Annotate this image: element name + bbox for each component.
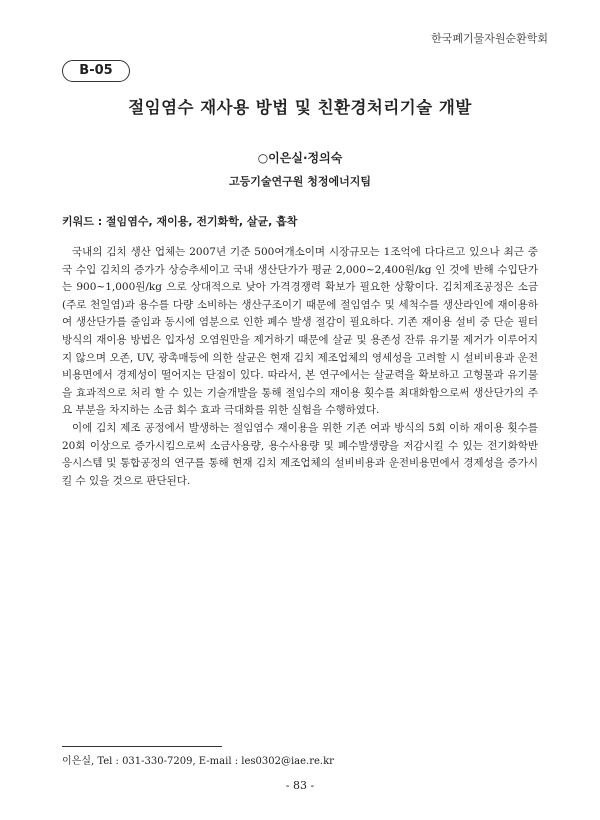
keywords: 키워드 : 절임염수, 재이용, 전기화학, 살균, 흡착: [62, 215, 298, 228]
footnote-contact: 이은실, Tel : 031-330-7209, E-mail : les0302@iae.re.kr: [62, 756, 334, 767]
society-header: 한국폐기물자원순환학회: [431, 32, 548, 45]
authors: ○이은실·정의숙: [257, 151, 343, 165]
page-number: - 83 -: [285, 779, 315, 792]
footnote-divider: [62, 746, 222, 747]
paper-code-badge: B-05: [62, 60, 130, 82]
paragraph-1: 국내의 김치 생산 업체는 2007년 기준 500여개소이며 시장규모는 1조억에 다다르고 있으나 최근 중국 수입 김치의 증가가 상승추세이고 국내 생산단가가 평균 2,000~2,400원/kg 인 것에 반해 수입단가는 900~1,000원/kg 으로 상대적으로 낮아 가격경쟁력 확보가 필요한 상황이다. 김치제조공정은 소금(주로 천일염)과 용수를 다량 소비하는 생산구조이기 때문에 절임염수 및 세척수를 생산라인에 재이용하여 생산단가를 줄임과 동시에 염분으로 인한 폐수 발생 절감이 필요하다. 기존 재이용 설비 중 단순 필터 방식의 재이용 방법은 입자성 오염원만을 제거하기 때문에 살균 및 용존성 잔류 유기물 제거가 이루어지지 않으며 오존, UV, 광촉매등에 의한 살균은 현재 김치 제조업체의 영세성을 고려할 시 설비비용과 운전비용면에서 경제성이 떨어지는 단점이 있다. 따라서, 본 연구에서는 살균력을 확보하고 고형물과 유기물을 효과적으로 처리 할 수 있는 기술개발을 통해 절임수의 재이용 횟수를 최대화함으로써 생산단가의 주요 부분을 차지하는 소금 회수 효과 극대화를 위한 실험을 수행하였다.: [62, 246, 538, 417]
affiliation: 고등기술연구원 청정에너지팀: [229, 175, 371, 188]
paper-title: 절임염수 재사용 방법 및 친환경처리기술 개발: [128, 98, 472, 117]
abstract-body: [62, 244, 538, 490]
paragraph-2: 이에 김치 제조 공정에서 발생하는 절임염수 재이용을 위한 기존 여과 방식의 5회 이하 재이용 횟수를 20회 이상으로 증가시킴으로써 소금사용량, 용수사용량 및 폐수발생량을 저감시킬 수 있는 전기화학반응시스템 및 통합공정의 연구를 통해 현재 김치 제조업체의 설비비용과 운전비용면에서 경제성을 증가시킬 수 있을 것으로 판단된다.: [62, 421, 538, 487]
